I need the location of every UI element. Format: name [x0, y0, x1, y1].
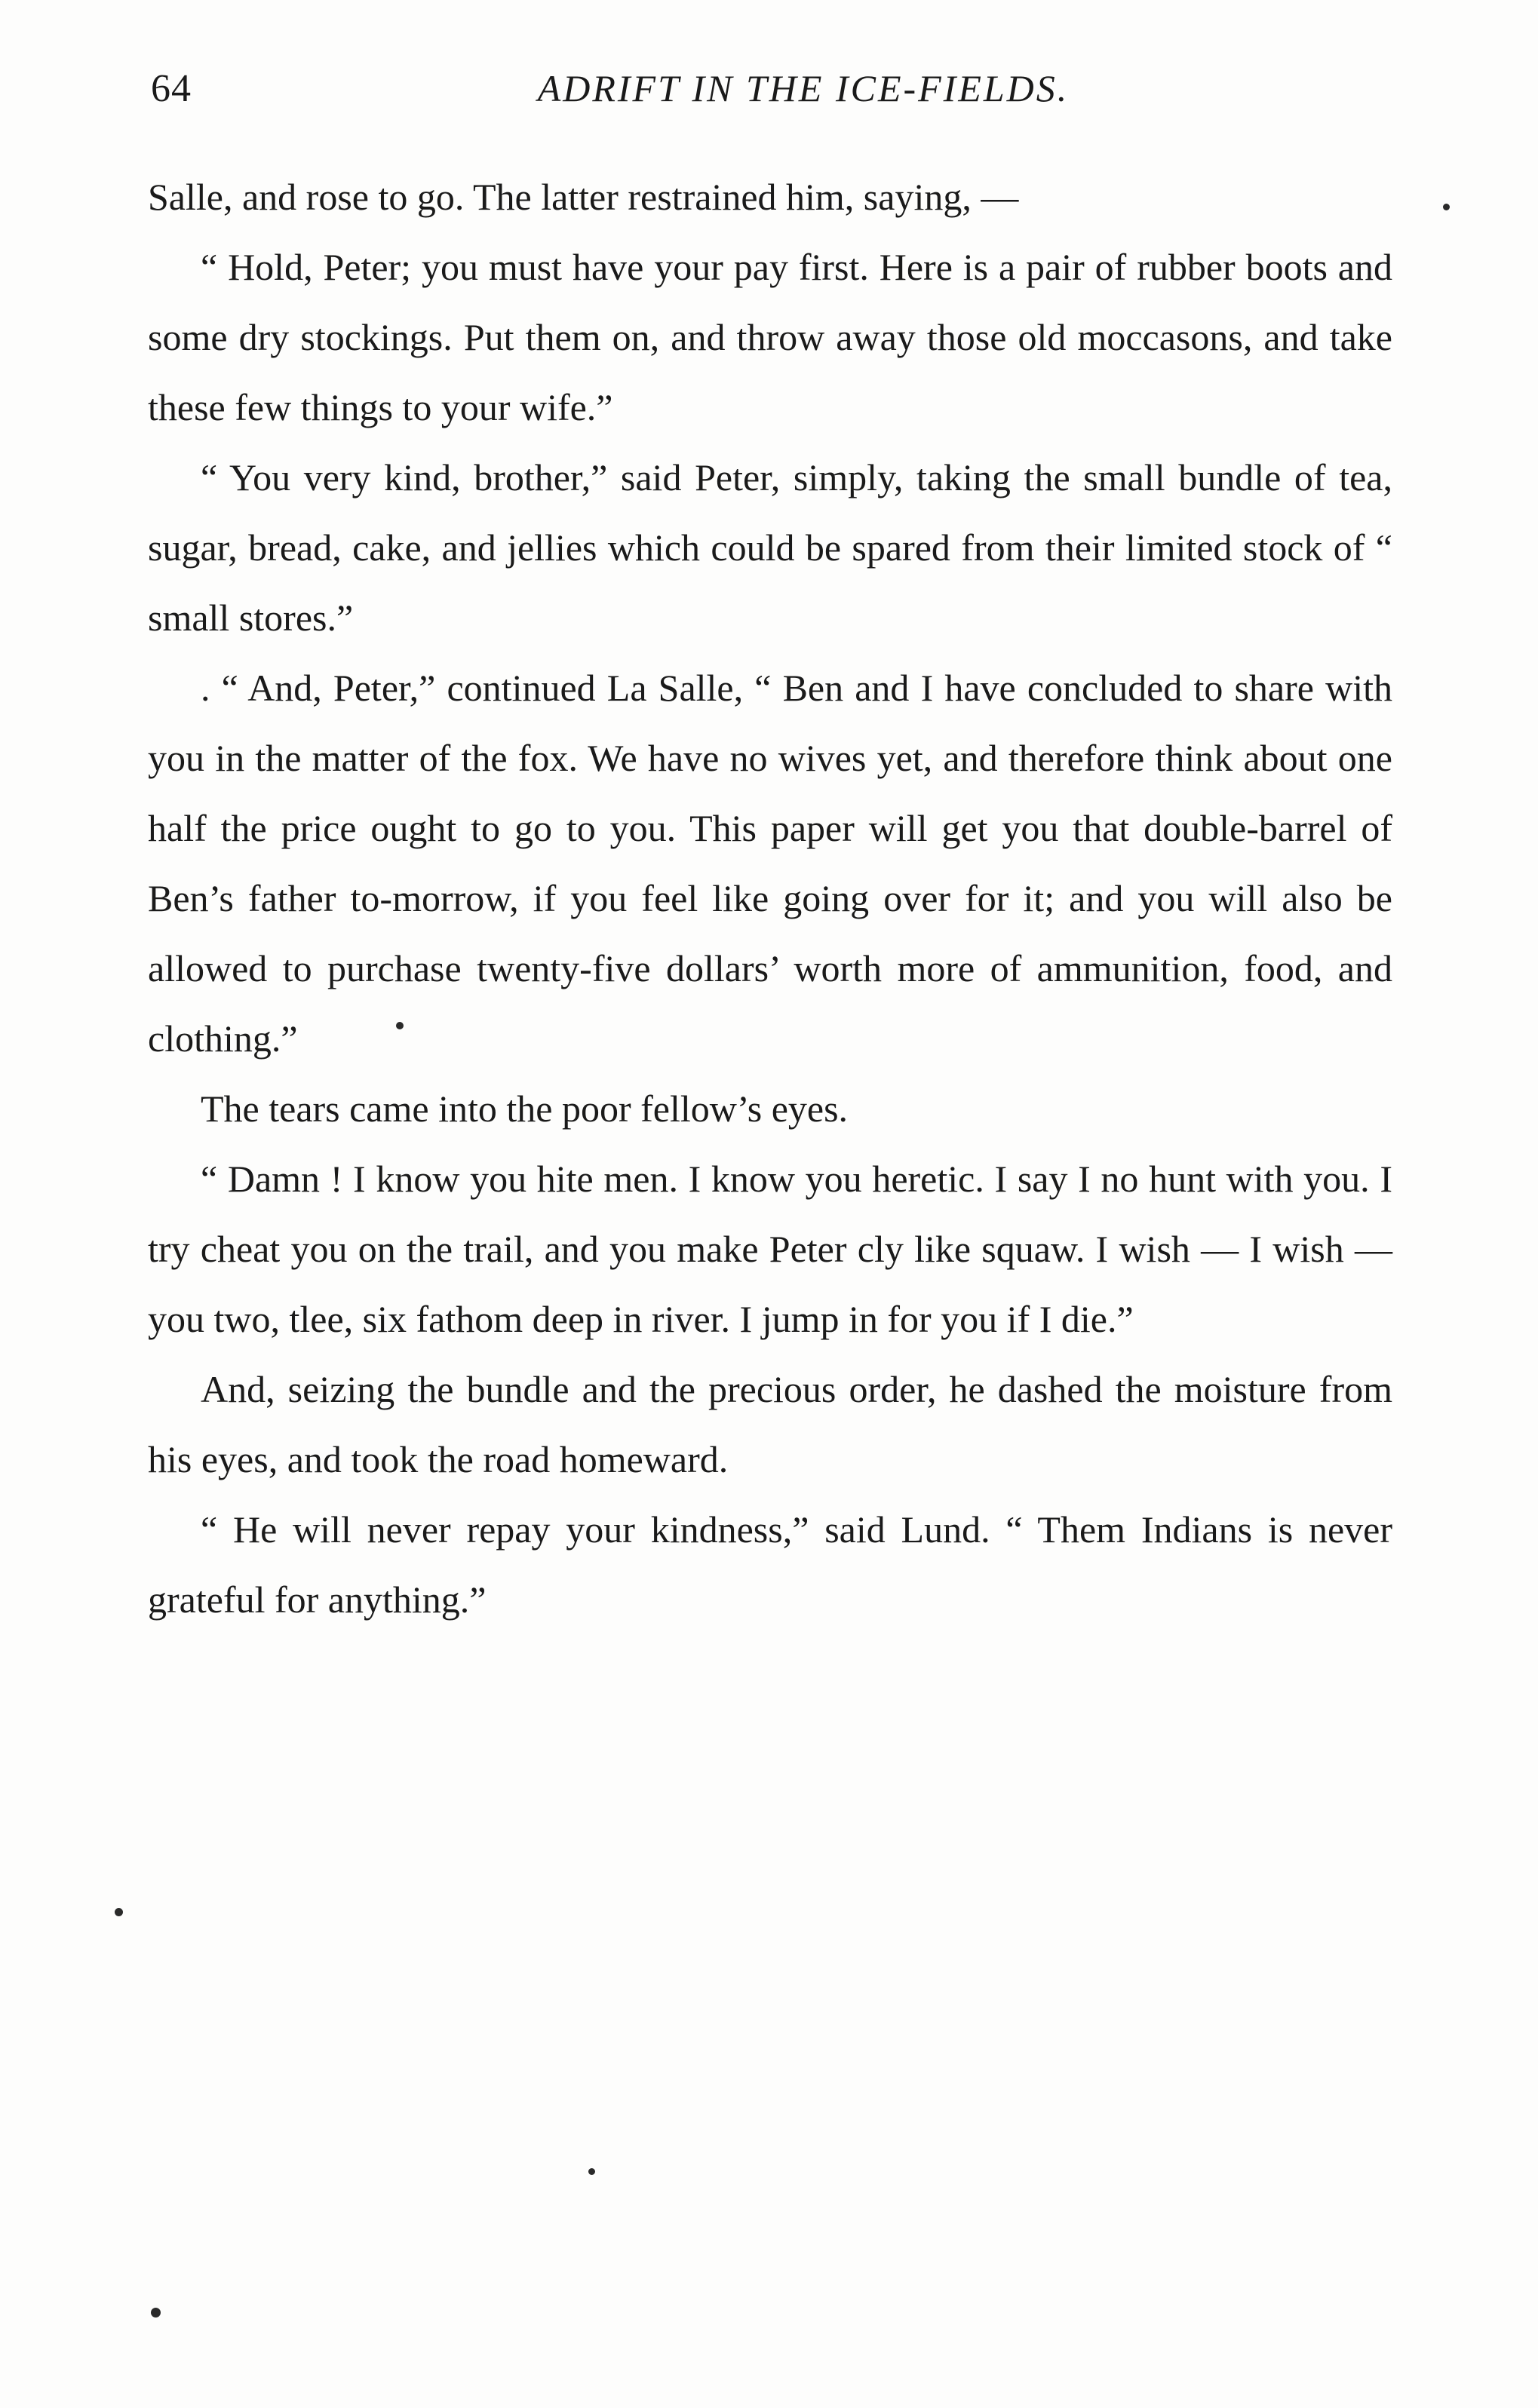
paragraph: “ Damn ! I know you hite men. I know you heretic. I say I no hunt with you. I try cheat you on the trail, and you make Peter cly like squaw. I wish — I wish — you two, tlee, six fathom deep in river. I jump in for you if I die.” [148, 1158, 1392, 1340]
ink-speck [1443, 204, 1450, 210]
running-head: ADRIFT IN THE ICE-FIELDS. [537, 67, 1070, 109]
paragraph: And, seizing the bundle and the precious order, he dashed the moisture from his eyes, and took the road homeward. [148, 1368, 1392, 1480]
paragraph: The tears came into the poor fellow’s eyes. [201, 1087, 849, 1130]
body-text [148, 162, 1392, 1635]
paragraph: Salle, and rose to go. The latter restrained him, saying, — [148, 176, 1019, 218]
paragraph: “ You very kind, brother,” said Peter, simply, taking the small bundle of tea, sugar, bread, cake, and jellies which could be spared from their limited stock of “ small stores.” [148, 456, 1392, 639]
page-header [151, 66, 1388, 119]
paragraph: . “ And, Peter,” continued La Salle, “ Ben and I have concluded to share with you in the matter of the fox. We have no wives yet, and therefore think about one half the price ought to go to you. This paper will get you that double-barrel of Ben’s father to-morrow, if you feel like going over for it; and you will also be allowed to purchase twenty-five dollars’ worth more of ammunition, food, and clothing.” [148, 667, 1392, 1060]
ink-speck [588, 2168, 595, 2175]
page-number: 64 [151, 67, 192, 110]
paragraph: “ He will never repay your kindness,” said Lund. “ Them Indians is never grateful for anything.” [148, 1508, 1392, 1621]
ink-speck [396, 1022, 404, 1029]
paragraph: “ Hold, Peter; you must have your pay first. Here is a pair of rubber boots and some dry stockings. Put them on, and throw away those old moccasons, and take these few things to your wife.” [148, 246, 1392, 428]
ink-speck [151, 2308, 161, 2318]
ink-speck [115, 1908, 123, 1916]
